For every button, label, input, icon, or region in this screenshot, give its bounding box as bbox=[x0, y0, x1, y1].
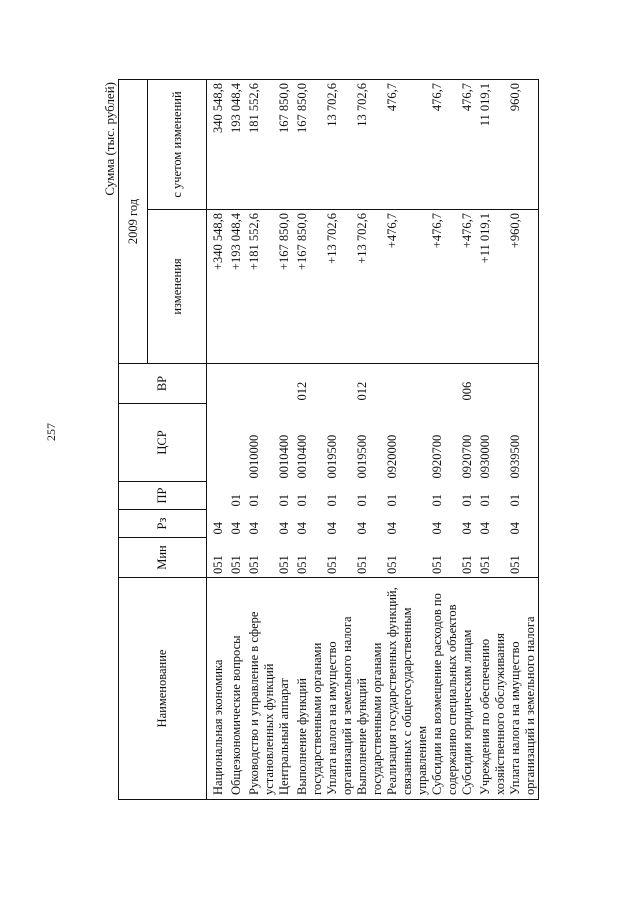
row-vr bbox=[508, 364, 539, 404]
row-vr: 012 bbox=[355, 364, 385, 404]
row-min: 051 bbox=[247, 555, 261, 574]
row-total: 181 552,6 bbox=[247, 79, 277, 209]
row-min: 051 bbox=[430, 555, 444, 574]
row-min: 051 bbox=[385, 555, 399, 574]
row-rz: 04 bbox=[247, 522, 261, 535]
row-rz: 04 bbox=[460, 522, 474, 535]
row-min: 051 bbox=[478, 555, 492, 574]
row-csr: 0010000 bbox=[247, 434, 261, 479]
row-pr: 01 bbox=[295, 494, 309, 507]
row-total: 476,7 bbox=[385, 79, 430, 209]
row-rz: 04 bbox=[355, 522, 369, 535]
row-vr bbox=[277, 364, 295, 404]
header-csr: ЦСР bbox=[119, 404, 207, 482]
row-name: Руководство и управление в сфере установленных функций bbox=[247, 578, 277, 800]
row-name: Учреждения по обеспечению хозяйственного обслуживания bbox=[478, 578, 508, 800]
row-name: Уплата налога на имущество организаций и земельного налога bbox=[508, 578, 539, 800]
table-row bbox=[478, 79, 508, 799]
row-name: Выполнение функций государственными органами bbox=[355, 578, 385, 800]
row-changes: +193 048,4 bbox=[229, 210, 247, 364]
row-total: 193 048,4 bbox=[229, 79, 247, 209]
row-csr: 0019500 bbox=[355, 434, 369, 479]
row-csr: 0939500 bbox=[508, 404, 539, 482]
header-with-changes: с учетом изменений bbox=[148, 79, 207, 209]
header-name: Наименование bbox=[119, 578, 207, 800]
row-vr bbox=[247, 364, 277, 404]
row-rz: 04 bbox=[229, 522, 243, 535]
row-min: 051 bbox=[460, 555, 474, 574]
row-vr: 006 bbox=[460, 364, 478, 404]
header-pr: ПР bbox=[119, 482, 207, 510]
row-min: 051 bbox=[325, 555, 339, 574]
row-rz: 04 bbox=[277, 522, 291, 535]
row-total: 476,7 bbox=[430, 79, 460, 209]
row-vr bbox=[229, 364, 247, 404]
row-changes: +13 702,6 bbox=[355, 210, 385, 364]
row-min: 051 bbox=[508, 538, 539, 578]
row-total: 11 019,1 bbox=[478, 79, 508, 209]
row-total: 960,0 bbox=[508, 79, 539, 209]
table-row bbox=[460, 79, 478, 799]
row-changes: +13 702,6 bbox=[325, 210, 355, 364]
row-min: 051 bbox=[229, 555, 243, 574]
row-name: Субсидии на возмещение расходов по содержанию специальных объектов bbox=[430, 578, 460, 800]
row-total: 340 548,8 bbox=[207, 79, 230, 209]
row-changes: +960,0 bbox=[508, 210, 539, 364]
row-rz: 04 bbox=[430, 522, 444, 535]
row-changes: +476,7 bbox=[430, 210, 460, 364]
row-pr: 01 bbox=[325, 494, 339, 507]
row-vr bbox=[478, 364, 508, 404]
row-changes: +476,7 bbox=[460, 210, 478, 364]
table-row bbox=[229, 79, 247, 799]
row-pr: 01 bbox=[460, 494, 474, 507]
row-pr: 01 bbox=[247, 494, 261, 507]
row-total: 167 850,0 bbox=[277, 79, 295, 209]
table-row bbox=[508, 79, 539, 799]
row-total: 167 850,0 bbox=[295, 79, 325, 209]
row-csr: 0010400 bbox=[295, 434, 309, 479]
header-vr: ВР bbox=[119, 364, 207, 404]
row-pr: 01 bbox=[430, 494, 444, 507]
row-vr: 012 bbox=[295, 364, 325, 404]
page-number: 257 bbox=[44, 423, 58, 441]
row-name: Уплата налога на имущество организаций и земельного налога bbox=[325, 578, 355, 800]
table-row bbox=[325, 79, 355, 799]
row-rz: 04 bbox=[325, 522, 339, 535]
row-csr: 0930000 bbox=[478, 434, 492, 479]
table-row bbox=[430, 79, 460, 799]
row-vr bbox=[430, 364, 460, 404]
row-vr bbox=[385, 364, 430, 404]
row-vr bbox=[207, 364, 230, 404]
sum-caption: Сумма (тыс. рублей) bbox=[102, 82, 117, 196]
table-row bbox=[355, 79, 385, 799]
row-changes: +340 548,8 bbox=[207, 210, 230, 364]
row-pr: 01 bbox=[229, 494, 243, 507]
row-total: 476,7 bbox=[460, 79, 478, 209]
row-rz: 04 bbox=[385, 522, 399, 535]
header-year: 2009 год bbox=[119, 79, 148, 363]
row-min: 051 bbox=[295, 555, 309, 574]
row-pr: 01 bbox=[508, 482, 539, 510]
row-changes: +167 850,0 bbox=[295, 210, 325, 364]
row-name: Выполнение функций государственными органами bbox=[295, 578, 325, 800]
row-csr: 0920700 bbox=[430, 434, 444, 479]
rotated-page-content bbox=[102, 80, 586, 800]
row-csr: 0019500 bbox=[325, 434, 339, 479]
row-vr bbox=[325, 364, 355, 404]
header-min: Мин bbox=[119, 538, 207, 578]
row-rz: 04 bbox=[508, 510, 539, 538]
row-pr: 01 bbox=[277, 494, 291, 507]
row-csr: 0920700 bbox=[460, 434, 474, 479]
table-header bbox=[119, 79, 207, 799]
row-name: Субсидии юридическим лицам bbox=[460, 578, 478, 800]
table-row bbox=[385, 79, 430, 799]
row-rz: 04 bbox=[478, 522, 492, 535]
row-total: 13 702,6 bbox=[325, 79, 355, 209]
row-min: 051 bbox=[355, 555, 369, 574]
row-total: 13 702,6 bbox=[355, 79, 385, 209]
row-pr: 01 bbox=[478, 494, 492, 507]
row-min: 051 bbox=[211, 555, 225, 574]
row-rz: 04 bbox=[211, 522, 225, 535]
row-csr bbox=[207, 404, 230, 482]
table-row bbox=[207, 79, 230, 799]
table-row bbox=[277, 79, 295, 799]
row-csr bbox=[229, 404, 247, 482]
row-min: 051 bbox=[277, 555, 291, 574]
row-name: Общеэкономические вопросы bbox=[229, 578, 247, 800]
row-pr: 01 bbox=[385, 494, 399, 507]
row-changes: +11 019,1 bbox=[478, 210, 508, 364]
header-rz: Рз bbox=[119, 510, 207, 538]
row-name: Национальная экономика bbox=[207, 578, 230, 800]
table-row bbox=[295, 79, 325, 799]
row-changes: +476,7 bbox=[385, 210, 430, 364]
row-csr: 0010400 bbox=[277, 434, 291, 479]
table-row bbox=[247, 79, 277, 799]
row-rz: 04 bbox=[295, 522, 309, 535]
row-pr: 01 bbox=[355, 494, 369, 507]
row-changes: +167 850,0 bbox=[277, 210, 295, 364]
row-name: Центральный аппарат bbox=[277, 578, 295, 800]
row-name: Реализация государственных функций, связанных с общегосударственным управлением bbox=[385, 578, 430, 800]
row-changes: +181 552,6 bbox=[247, 210, 277, 364]
table-body bbox=[207, 79, 539, 799]
row-pr bbox=[207, 482, 230, 510]
budget-table bbox=[118, 79, 539, 800]
header-changes: изменения bbox=[148, 210, 207, 364]
row-csr: 0920000 bbox=[385, 434, 399, 479]
